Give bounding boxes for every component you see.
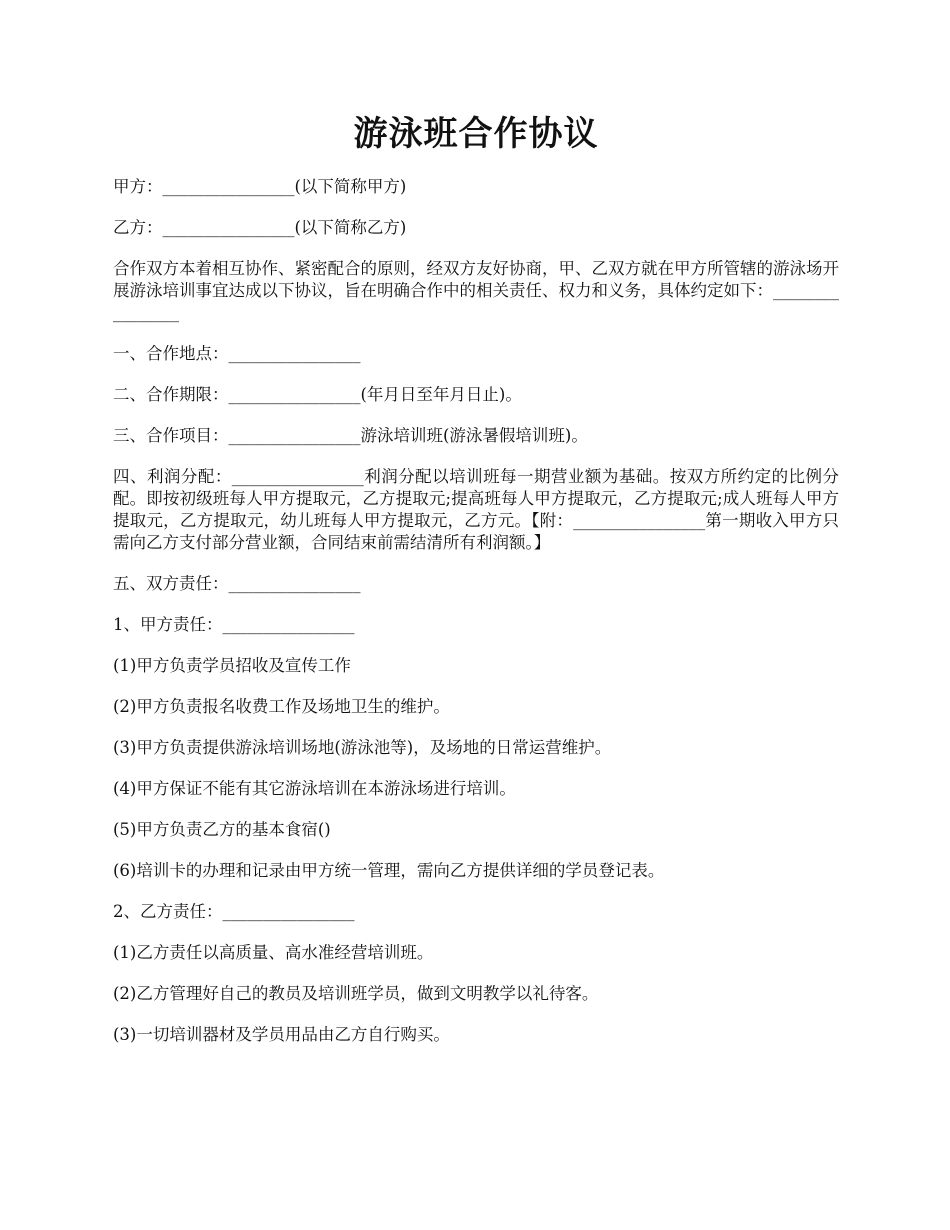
- section-project: 三、合作项目：________________游泳培训班(游泳暑假培训班)。: [113, 426, 588, 445]
- section-location: 一、合作地点：________________: [113, 344, 361, 363]
- party-b-item-2: (2)乙方管理好自己的教员及培训班学员，做到文明教学以礼待客。: [113, 984, 599, 1003]
- party-b-item-3: (3)一切培训器材及学员用品由乙方自行购买。: [113, 1025, 450, 1044]
- document-page: [113, 112, 839, 1065]
- party-a-item-2: (2)甲方负责报名收费工作及场地卫生的维护。: [113, 697, 450, 716]
- party-a-item-5: (5)甲方负责乙方的基本食宿(): [113, 820, 331, 839]
- party-b-item-1: (1)乙方责任以高质量、高水准经营培训班。: [113, 943, 434, 962]
- party-a-item-3: (3)甲方负责提供游泳培训场地(游泳池等)，及场地的日常运营维护。: [113, 738, 612, 757]
- party-b-line: 乙方：________________(以下简称乙方): [113, 218, 407, 237]
- party-a-item-6: (6)培训卡的办理和记录由甲方统一管理，需向乙方提供详细的学员登记表。: [113, 861, 665, 880]
- section-term: 二、合作期限：________________(年月日至年月日止)。: [113, 385, 522, 404]
- preamble-paragraph: 合作双方本着相互协作、紧密配合的原则，经双方友好协商，甲、乙双方就在甲方所管辖的游泳场开展游泳培训事宜达成以下协议，旨在明确合作中的相关责任、权力和义务，具体约定如下：________________: [113, 259, 839, 322]
- party-a-responsibilities-heading: 1、甲方责任：________________: [113, 615, 355, 634]
- party-b-responsibilities-heading: 2、乙方责任：________________: [113, 902, 355, 921]
- section-profit-distribution: 四、利润分配：________________利润分配以培训班每一期营业额为基础。按双方所约定的比例分配。即按初级班每人甲方提取元，乙方提取元;提高班每人甲方提取元，乙方提取元;成人班每人甲方提取元，乙方提取元，幼儿班每人甲方提取元，乙方元。【附：________________第一期收入甲方只需向乙方支付部分营业额，合同结束前需结清所有利润额。】: [113, 467, 839, 552]
- party-a-item-4: (4)甲方保证不能有其它游泳培训在本游泳场进行培训。: [113, 779, 516, 798]
- section-responsibilities: 五、双方责任：________________: [113, 574, 361, 593]
- party-a-line: 甲方：________________(以下简称甲方): [113, 177, 407, 196]
- party-a-item-1: (1)甲方负责学员招收及宣传工作: [113, 656, 351, 675]
- document-title: 游泳班合作协议: [353, 114, 599, 154]
